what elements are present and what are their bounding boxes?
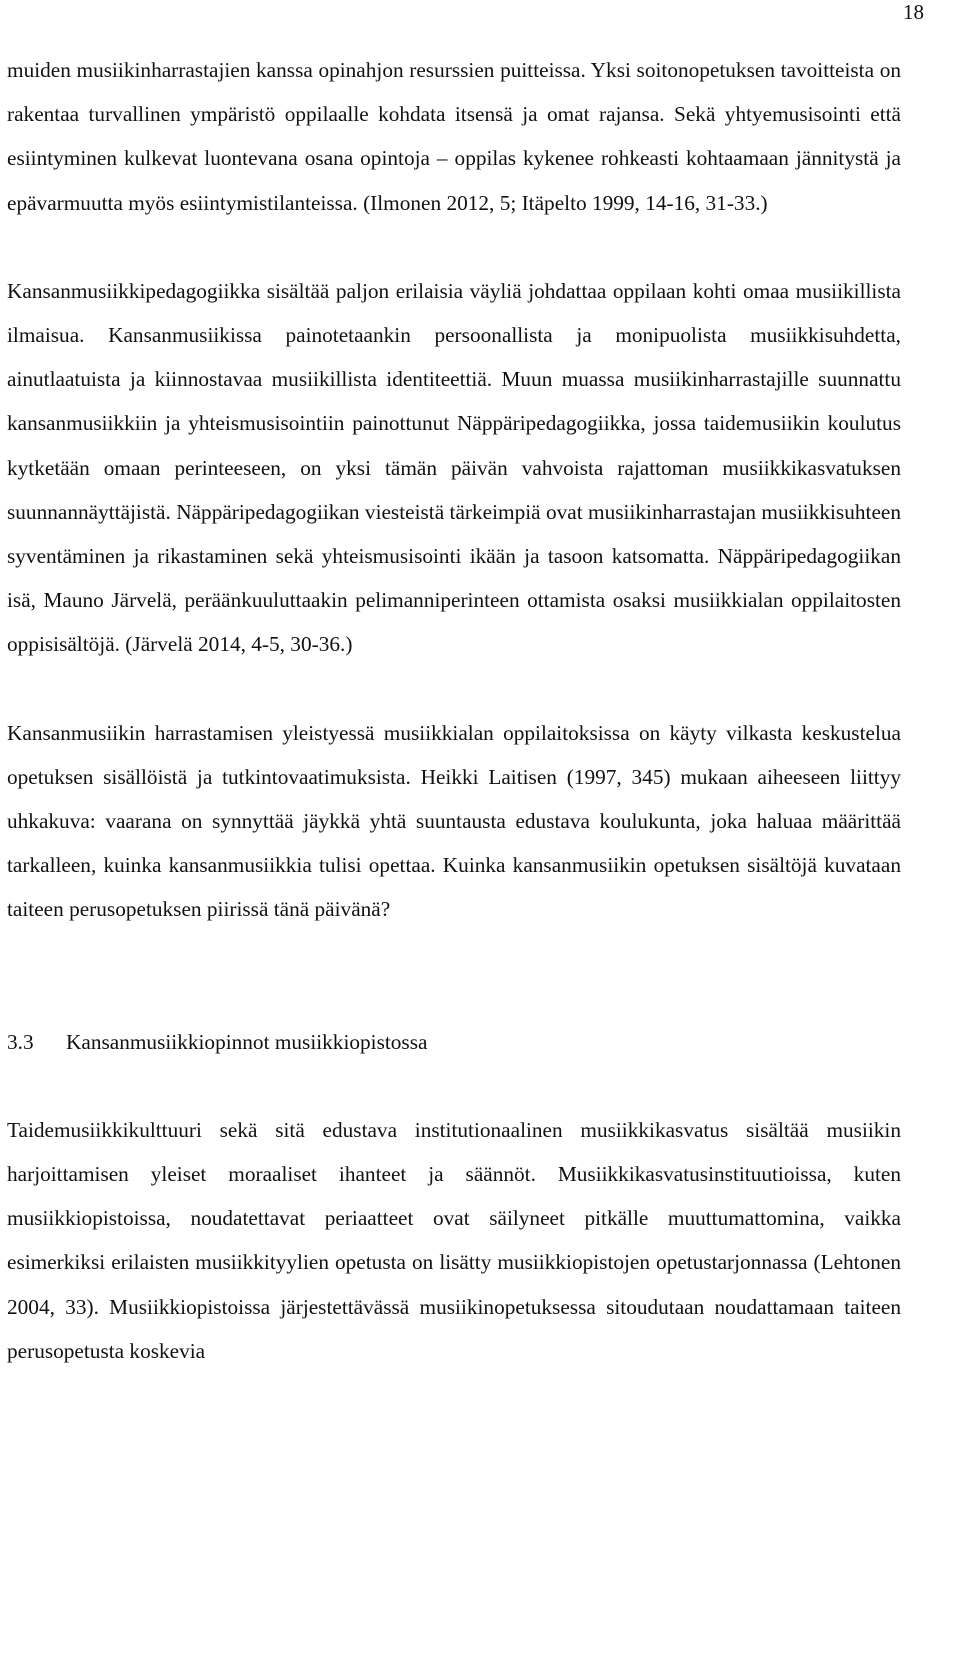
paragraph-2: Kansanmusiikkipedagogiikka sisältää paljon erilaisia väyliä johdattaa oppilaan kohti omaa musiikillista ilmaisua. Kansanmusiikissa painotetaankin persoonallista ja monipuolista musiikkisuhdetta, ainutlaatuista ja kiinnostavaa musiikillista identiteettiä. Muun muassa musiikinharrastajille suunnattu kansanmusiikkiin ja yhteismusisointiin painottunut Näppäripedagogiikka, jossa taidemusiikin koulutus kytketään omaan perinteeseen, on yksi tämän päivän vahvoista rajattoman musiikkikasvatuksen suunnannäyttäjistä. Näppäripedagogiikan viesteistä tärkeimpiä ovat musiikinharrastajan musiikkisuhteen syventäminen ja rikastaminen sekä yhteismusisointi ikään ja tasoon katsomatta. Näppäripedagogiikan isä, Mauno Järvelä, peräänkuuluttaakin pelimanniperinteen ottamista osaksi musiikkialan oppilaitosten oppisisältöjä. (Järvelä 2014, 4-5, 30-36.) [7, 278, 901, 657]
paragraph-3: Kansanmusiikin harrastamisen yleistyessä musiikkialan oppilaitoksissa on käyty vilkasta keskustelua opetuksen sisällöistä ja tutkintovaatimuksista. Heikki Laitisen (1997, 345) mukaan aiheeseen liittyy uhkakuva: vaarana on synnyttää jäykkä yhtä suuntausta edustava koulukunta, joka haluaa määrittää tarkalleen, kuinka kansanmusiikkia tulisi opettaa. Kuinka kansanmusiikin opetuksen sisältöjä kuvataan taiteen perusopetuksen piirissä tänä päivänä? [7, 720, 901, 922]
section-spacer [7, 932, 901, 1020]
document-body [7, 48, 901, 1373]
section-paragraph-1: Taidemusiikkikulttuuri sekä sitä edustava institutionaalinen musiikkikasvatus sisältää musiikin harjoittamisen yleiset moraaliset ihanteet ja säännöt. Musiikkikasvatusinstituutioissa, kuten musiikkiopistoissa, noudatettavat periaatteet ovat säilyneet pitkälle muuttumattomina, vaikka esimerkiksi erilaisten musiikkityylien opetusta on lisätty musiikkiopistojen opetustarjonnassa (Lehtonen 2004, 33). Musiikkiopistoissa järjestettävässä musiikinopetuksessa sitoudutaan noudattamaan taiteen perusopetusta koskevia [7, 1117, 901, 1363]
paragraph-spacer [7, 225, 901, 269]
paragraph-1: muiden musiikinharrastajien kanssa opinahjon resurssien puitteissa. Yksi soitonopetuksen tavoitteista on rakentaa turvallinen ympäristö oppilaalle kohdata itsensä ja omat rajansa. Sekä yhtyemusisointi että esiintyminen kulkevat luontevana osana opintoja – oppilas kykenee rohkeasti kohtaamaan jännitystä ja epävarmuutta myös esiintymistilanteissa. (Ilmonen 2012, 5; Itäpelto 1999, 14-16, 31-33.) [7, 58, 901, 215]
paragraph-spacer [7, 1064, 901, 1108]
section-heading [7, 1020, 901, 1064]
paragraph-spacer [7, 667, 901, 711]
section-title: Kansanmusiikkiopinnot musiikkiopistossa [66, 1029, 428, 1054]
section-number: 3.3 [7, 1029, 34, 1054]
page-number: 18 [903, 0, 924, 24]
